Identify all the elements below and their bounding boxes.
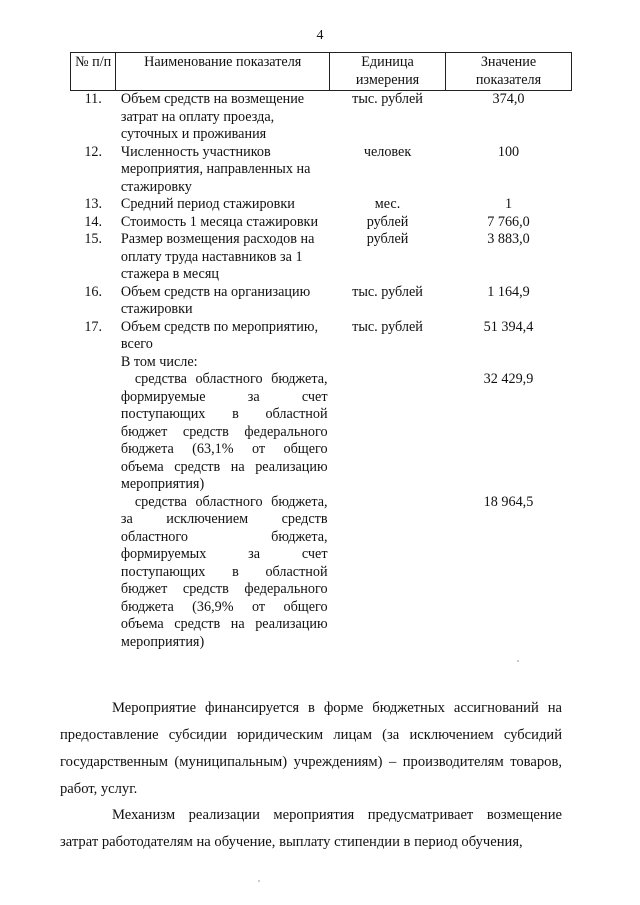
row-name: Средний период стажировки (120, 196, 295, 212)
row-value: 1 (504, 196, 513, 212)
paragraph-financing: Мероприятие финансируется в форме бюджетных ассигнований на предоставление субсидии юридическим лицам (за исключением субсидий государственным (муниципальным) учреждениям) – производителям товаров, работ, услуг. (60, 700, 562, 797)
table-row (71, 214, 572, 232)
scan-speck (517, 660, 519, 662)
row-num: 16. (84, 283, 103, 300)
row-name: Стоимость 1 месяца стажировки (120, 213, 319, 230)
row-unit: рублей (366, 231, 409, 247)
row-num: 12. (84, 143, 103, 160)
header-value: Значение показателя (445, 53, 571, 91)
row-num: 14. (84, 213, 103, 230)
row-value: 7 766,0 (487, 213, 530, 230)
table-row (71, 91, 572, 144)
including-label: В том числе: (120, 353, 198, 370)
indicators-table (70, 52, 572, 651)
page-number: 4 (316, 28, 324, 43)
subrow-name: средства областного бюджета, за исключением средств областного бюджета, формируемых за счет поступающих в областной бюджет средств федерального бюджета (36,9% от общего объема средств на реализацию мероприятия) (120, 493, 328, 650)
row-unit: рублей (366, 213, 409, 230)
paragraph-mechanism: Механизм реализации мероприятия предусматривает возмещение затрат работодателям на обучение, выплату стипендии в период обучения, (60, 807, 562, 850)
row-name: Размер возмещения расходов на оплату труда наставников за 1 стажера в месяц (120, 231, 315, 282)
row-name (116, 319, 330, 372)
table-row (71, 284, 572, 319)
table-header-row (71, 53, 572, 91)
row-value: 3 883,0 (487, 231, 530, 247)
header-name: Наименование показателя (116, 53, 330, 91)
row-name: Объем средств на возмещение затрат на оплату проезда, суточных и проживания (120, 91, 305, 142)
row-num: 13. (84, 196, 103, 212)
row-num: 15. (84, 231, 103, 247)
row-value: 374,0 (492, 91, 525, 107)
row-num: 11. (84, 91, 102, 107)
subrow-value: 18 964,5 (483, 493, 534, 510)
row-value: 51 394,4 (483, 318, 534, 335)
table-subrow (71, 494, 572, 652)
subrow-value: 32 429,9 (483, 371, 534, 387)
row-value: 1 164,9 (487, 283, 530, 300)
row-name-text: Объем средств по мероприятию, всего (120, 318, 319, 352)
row-unit: мес. (374, 196, 401, 212)
row-unit: тыс. рублей (352, 91, 423, 107)
header-unit: Единица измерения (330, 53, 446, 91)
table-row (71, 196, 572, 214)
row-unit: тыс. рублей (352, 318, 423, 335)
row-num: 17. (84, 318, 103, 335)
table-subrow (71, 371, 572, 494)
table-row (71, 144, 572, 197)
subrow-name: средства областного бюджета, формируемые за счет поступающих в областной бюджет средств федерального бюджета (63,1% от общего объема средств на реализацию мероприятия) (120, 371, 328, 492)
scan-speck (258, 880, 260, 882)
header-num: № п/п (71, 53, 116, 91)
table-row (71, 231, 572, 284)
row-unit: человек (363, 143, 412, 160)
row-value: 100 (497, 143, 520, 160)
row-name: Численность участников мероприятия, направленных на стажировку (120, 143, 311, 195)
table-row (71, 319, 572, 372)
row-unit: тыс. рублей (352, 283, 423, 300)
row-name: Объем средств на организацию стажировки (120, 283, 311, 317)
